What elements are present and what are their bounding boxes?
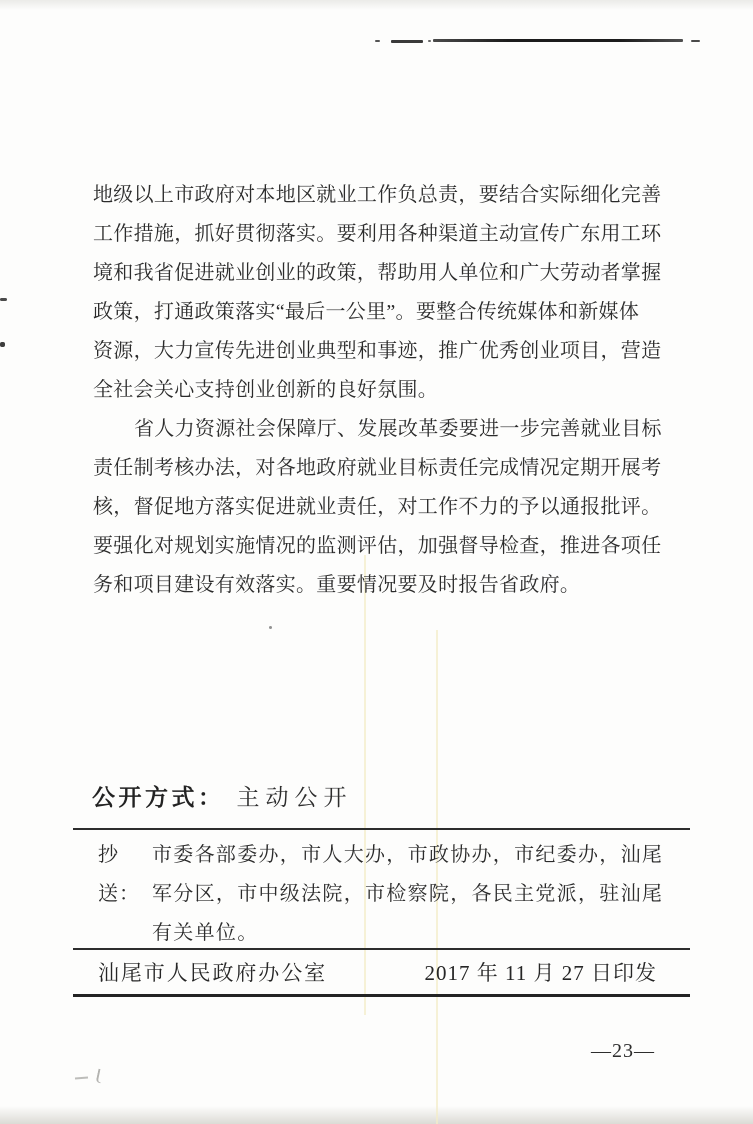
- copy-to-line: 市委各部委办，市人大办，市政协办，市纪委办，汕尾: [152, 844, 664, 866]
- body-line: 地级以上市政府对本地区就业工作负总责，要结合实际细化完善: [93, 184, 662, 206]
- scan-edge-bottom: [0, 1106, 753, 1124]
- scan-artifact-line: [375, 40, 380, 42]
- disclosure-row: [92, 779, 353, 812]
- body-line: 省人力资源社会保障厅、发展改革委要进一步完善就业目标: [134, 418, 662, 440]
- scan-edge-mark: [0, 342, 5, 347]
- body-line: 政策，打通政策落实“最后一公里”。要整合传统媒体和新媒体: [93, 301, 640, 323]
- document-body: [93, 176, 665, 605]
- body-line: 资源，大力宣传先进创业典型和事迹，推广优秀创业项目，营造: [93, 340, 662, 362]
- copy-to-line: 有关单位。: [152, 922, 259, 944]
- disclosure-label: 公开方式：: [92, 784, 225, 810]
- copy-to-block: [98, 836, 663, 953]
- ink-speck: [269, 626, 272, 629]
- divider-rule-bottom: [73, 994, 690, 997]
- pencil-mark: [75, 1077, 88, 1080]
- body-line: 要强化对规划实施情况的监测评估，加强督导检查，推进各项任: [93, 535, 662, 557]
- scan-artifact-line: [433, 39, 683, 42]
- scan-edge-mark: [0, 298, 7, 301]
- pencil-mark: [96, 1069, 104, 1084]
- body-line: 务和项目建设有效落实。重要情况要及时报告省政府。: [93, 574, 581, 596]
- issuing-office: 汕尾市人民政府办公室: [98, 961, 327, 985]
- disclosure-value: 主动公开: [236, 784, 353, 810]
- scan-artifact-line: [391, 40, 423, 43]
- body-line: 责任制考核办法，对各地政府就业目标责任完成情况定期开展考: [93, 457, 662, 479]
- colophon-row: [73, 952, 690, 992]
- body-line: 工作措施，抓好贯彻落实。要利用各种渠道主动宣传广东用工环: [93, 223, 662, 245]
- scan-edge-top: [0, 0, 753, 10]
- divider-rule-top: [73, 828, 690, 830]
- body-line: 境和我省促进就业创业的政策，帮助用人单位和广大劳动者掌握: [93, 262, 662, 284]
- print-date: 2017 年 11 月 27 日印发: [424, 961, 657, 985]
- scan-artifact-line: [428, 40, 431, 42]
- copy-to-line: 军分区，市中级法院，市检察院，各民主党派，驻汕尾: [152, 883, 664, 905]
- page-number: —23—: [591, 1040, 655, 1062]
- body-line: 核，督促地方落实促进就业责任，对工作不力的予以通报批评。: [93, 496, 662, 518]
- scan-artifact-line: [691, 40, 700, 42]
- copy-to-label: 抄送：: [98, 844, 140, 905]
- copy-to-list: [152, 836, 663, 953]
- body-line: 全社会关心支持创业创新的良好氛围。: [93, 379, 439, 401]
